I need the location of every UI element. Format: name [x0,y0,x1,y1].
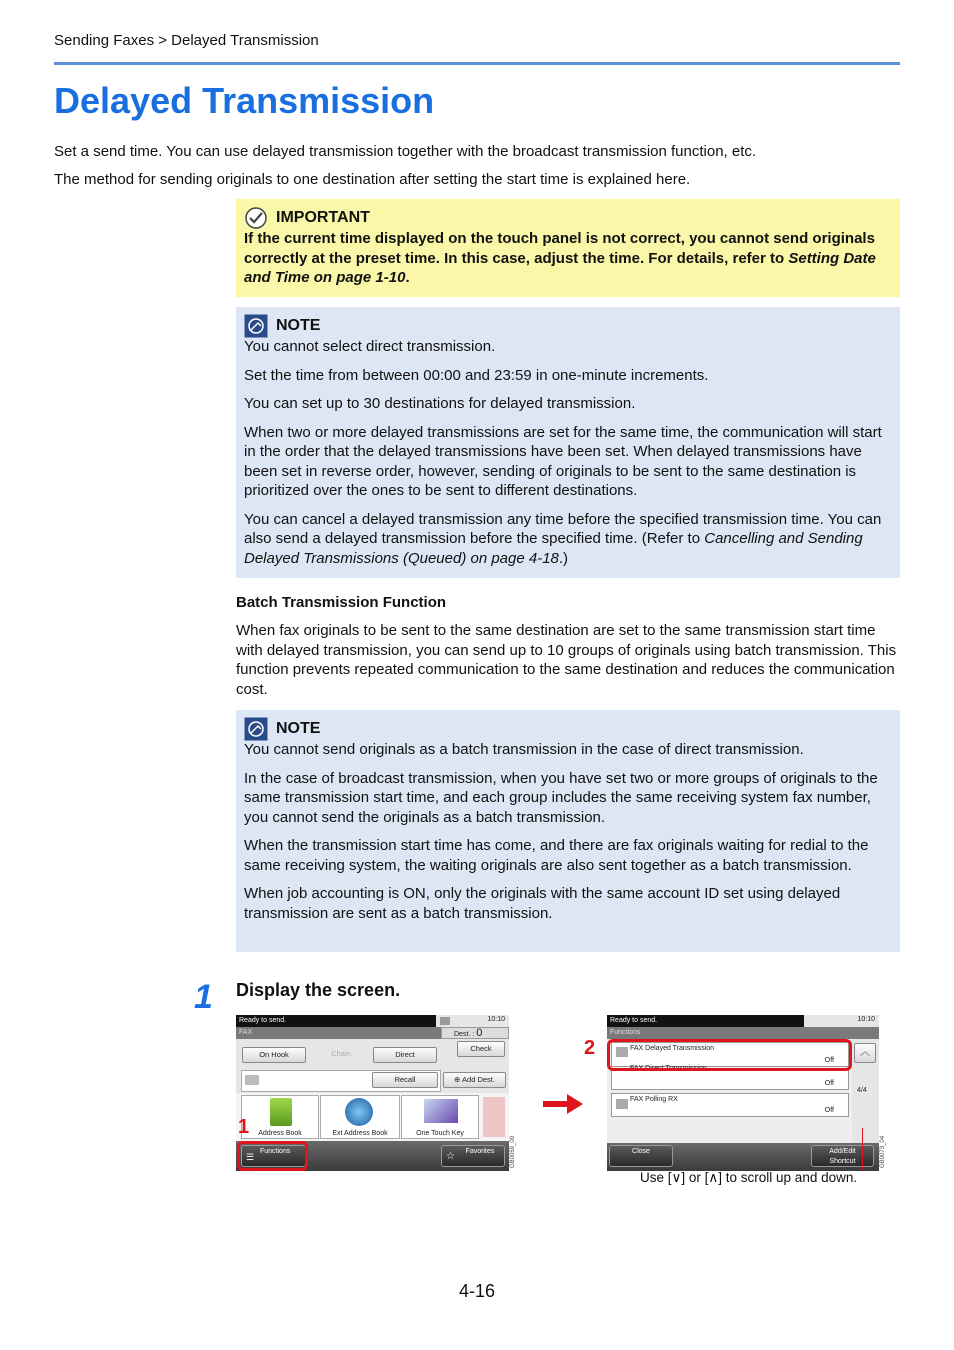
add-edit-label-2: Shortcut [829,1158,856,1165]
clock: 10:10 [857,1016,875,1023]
item1-label: FAX Delayed Transmission [630,1045,715,1052]
important-end: . [405,269,410,286]
recall-button[interactable]: Recall [372,1072,438,1088]
important-ref-link[interactable]: Setting Date and Time on page 1-10 [244,249,876,286]
star-icon: ☆ [446,1151,455,1162]
one-touch-icon [424,1099,458,1123]
scroll-note: Use [∨] or [∧] to scroll up and down. [640,1170,858,1185]
plus-icon: ⊕ [454,1075,463,1084]
on-hook-button[interactable]: On Hook [242,1047,306,1063]
item2-label: FAX Direct Transmission [630,1065,707,1072]
globe-icon [345,1098,373,1126]
screen1-code: GB0059_00 [510,1135,516,1168]
fax-icon [616,1099,628,1109]
header-rule [54,62,900,65]
batch-heading: Batch Transmission Function [236,594,447,611]
note-label: NOTE [276,720,321,738]
intro-paragraph-2: The method for sending originals to one destination after setting the start time is explained here. [54,171,691,188]
callout-1: 1 [238,1116,250,1138]
chain-button[interactable]: Chain [331,1049,351,1058]
note1-p5-end: .) [558,549,569,567]
scroll-up-button[interactable] [854,1043,876,1063]
note2-p1: You cannot send originals as a batch transmission in the case of direct transmission. [244,741,804,758]
note-label: NOTE [276,317,321,335]
batch-text: When fax originals to be sent to the same destination are set to the same transmission start time with delayed transmission, you can send up to 10 groups of originals using batch transmission. This function prevents repeated communication to the same destination and reduces the communication cost. [236,622,897,698]
callout-ring-2 [607,1039,852,1071]
note-icon [244,717,268,741]
fax-icon [245,1075,259,1085]
note1-p4: When two or more delayed transmissions are set for the same time, the communication will start in the order that the delayed transmissions have been set. When delayed transmissions have been set in reverse order, however, sending of originals to be sent to the same destination is prioritized over the ones to be sent to different destinations. [244,423,882,499]
item1-value: Off [824,1057,834,1064]
note1-p2: Set the time from between 00:00 and 23:59 in one-minute increments. [244,366,709,384]
intro-paragraph-1: Set a send time. You can use delayed transmission together with the broadcast transmission function, etc. [54,143,757,160]
direct-button[interactable]: Direct [373,1047,437,1063]
page-indicator: 4/4 [857,1087,867,1094]
favorites-button[interactable] [441,1145,505,1167]
callout-2: 2 [584,1037,596,1059]
item2-value: Off [824,1080,834,1087]
add-edit-shortcut-button[interactable] [811,1145,874,1167]
item3-label: FAX Polling RX [630,1096,678,1103]
note-icon [244,314,268,338]
close-button[interactable]: Close [609,1145,673,1167]
printer-icon [440,1017,450,1025]
callout-leader-line [862,1128,863,1170]
status-bar: Ready to send. [236,1015,436,1027]
breadcrumb: Sending Faxes > Delayed Transmission [54,32,319,49]
fax-polling-rx-item[interactable] [611,1093,849,1117]
note-box-2 [236,710,900,952]
mode-bar: Functions [607,1027,879,1039]
dest-count: 0 [476,1027,483,1039]
favorites-label: Favorites [465,1148,495,1155]
chevron-up-icon: ︿ [860,1047,870,1058]
clock: 10:10 [487,1016,505,1023]
important-text: If the current time displayed on the touch panel is not correct, you cannot send originals correctly at the preset time. In this case, adjust the time. For details, refer to [244,230,875,267]
address-book-label: Address Book [258,1130,302,1137]
step-label: Display the screen. [236,980,401,1000]
dest-label: Dest. : [454,1031,475,1038]
address-book-button[interactable] [241,1095,319,1139]
ext-address-book-label: Ext Address Book [332,1130,388,1137]
add-dest-button[interactable] [443,1072,506,1088]
list-icon: ☰ [246,1152,255,1162]
status-bar: Ready to send. [607,1015,804,1027]
mode-bar: FAX [236,1027,441,1039]
page-number: 4-16 [458,1281,496,1301]
note1-ref-link[interactable]: Cancelling and Sending Delayed Transmissions (Queued) on page 4-18 [244,530,863,567]
note-box-1 [236,307,900,578]
page-title: Delayed Transmission [54,80,435,121]
checkmark-icon [244,206,268,230]
address-book-icon [270,1098,292,1126]
check-button[interactable]: Check [457,1041,505,1057]
one-touch-key-button[interactable] [401,1095,479,1139]
important-label: IMPORTANT [276,209,370,227]
note2-p4: When job accounting is ON, only the originals with the same account ID set using delayed transmission are sent as a batch transmission. [244,885,841,922]
screen2-code: GB0073_04 [880,1135,886,1168]
note2-p3: When the transmission start time has come, and there are fax originals waiting for redial to the same receiving system, the waiting originals are also sent together as a batch transmission. [244,837,869,874]
item3-value: Off [824,1107,834,1114]
note1-p3: You can set up to 30 destinations for delayed transmission. [244,395,636,412]
right-arrow-icon [543,1094,583,1119]
functions-label: Functions [260,1148,291,1155]
callout-ring-1 [237,1141,308,1171]
one-touch-key-label: One Touch Key [416,1130,464,1137]
add-dest-label: Add Dest. [462,1075,495,1084]
important-box [236,199,900,297]
note1-p5: You can cancel a delayed transmission any time before the specified transmission time. You can also send a delayed transmission before the specified time. (Refer to [244,510,882,547]
note2-p2: In the case of broadcast transmission, when you have set two or more groups of originals to the same transmission start time, and each group includes the same receiving system fax number, you cannot send the originals as a batch transmission. [244,769,878,826]
ext-address-book-button[interactable] [320,1095,400,1139]
step-number: 1 [194,978,213,1016]
fax-direct-transmission-item[interactable] [611,1065,849,1090]
add-edit-label-1: Add/Edit [829,1148,856,1155]
note1-p1: You cannot select direct transmission. [244,338,496,355]
